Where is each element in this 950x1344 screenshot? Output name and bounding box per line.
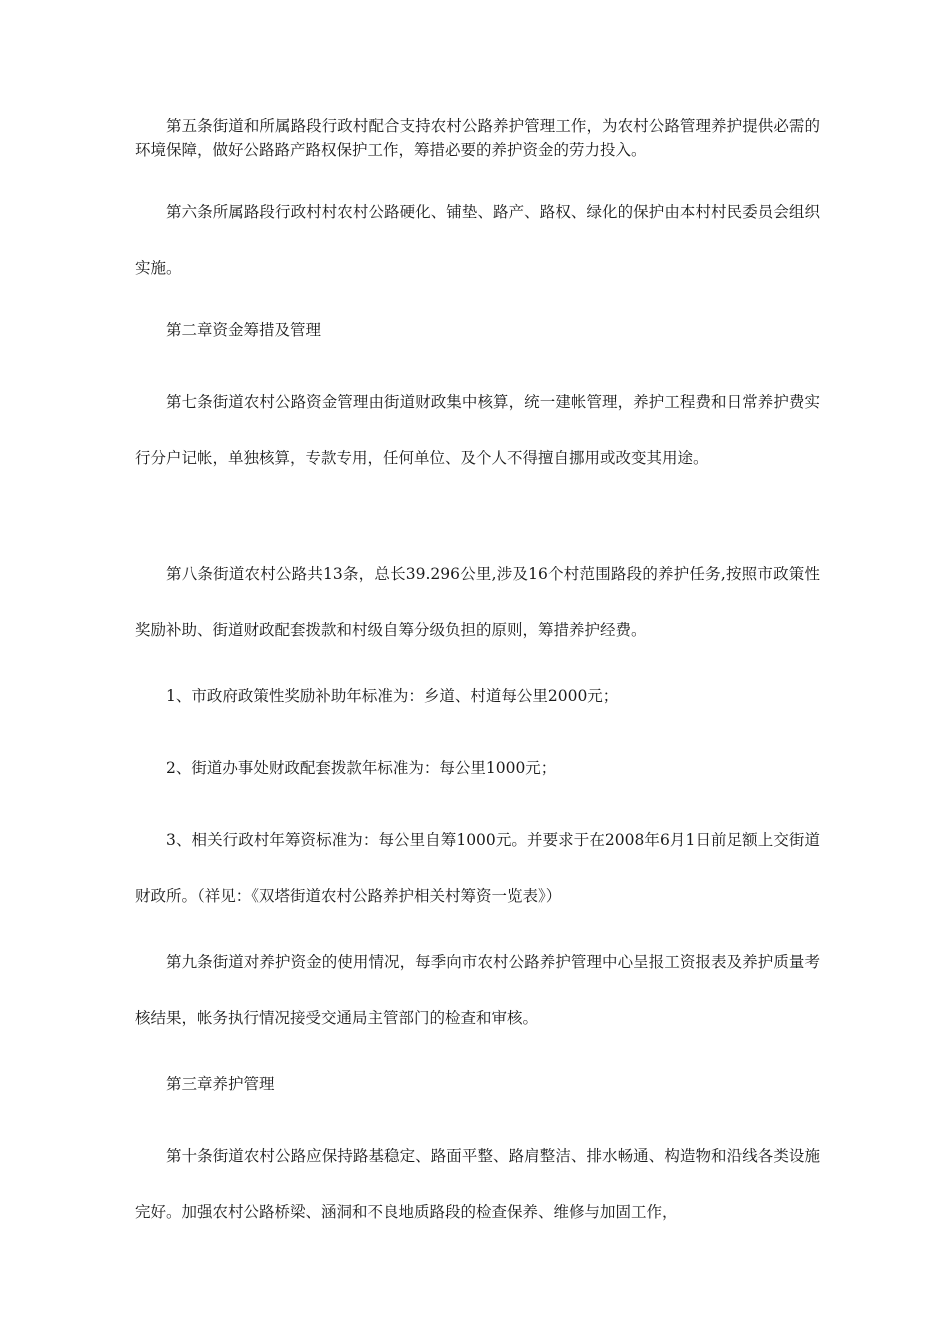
chapter-2-heading: 第二章资金筹措及管理 xyxy=(166,321,322,339)
paragraph-article-5: 第五条街道和所属路段行政村配合支持农村公路养护管理工作，为农村公路管理养护提供必需的环境保障，做好公路路产路权保护工作，筹措必要的养护资金的劳力投入。 xyxy=(135,117,820,159)
list-item-1: 1、市政府政策性奖励补助年标准为：乡道、村道每公里2000元； xyxy=(166,687,619,705)
paragraph-article-7: 第七条街道农村公路资金管理由街道财政集中核算，统一建帐管理，养护工程费和日常养护费实行分户记帐，单独核算，专款专用，任何单位、及个人不得擅自挪用或改变其用途。 xyxy=(135,393,820,467)
list-item-3: 3、相关行政村年筹资标准为：每公里自筹1000元。并要求于在2008年6月1日前足额上交街道财政所。（祥见：《双塔街道农村公路养护相关村筹资一览表》） xyxy=(135,831,820,905)
chapter-3-heading: 第三章养护管理 xyxy=(166,1075,275,1093)
paragraph-article-6: 第六条所属路段行政村村农村公路硬化、铺垫、路产、路权、绿化的保护由本村村民委员会组织实施。 xyxy=(135,203,820,277)
paragraph-article-9: 第九条街道对养护资金的使用情况，每季向市农村公路养护管理中心呈报工资报表及养护质量考核结果，帐务执行情况接受交通局主管部门的检查和审核。 xyxy=(135,953,820,1027)
list-item-2: 2、街道办事处财政配套拨款年标准为：每公里1000元； xyxy=(166,759,557,777)
paragraph-article-8: 第八条街道农村公路共13条，总长39.296公里,涉及16个村范围路段的养护任务,按照市政策性奖励补助、街道财政配套拨款和村级自筹分级负担的原则，筹措养护经费。 xyxy=(135,565,820,639)
paragraph-article-10: 第十条街道农村公路应保持路基稳定、路面平整、路肩整洁、排水畅通、构造物和沿线各类设施完好。加强农村公路桥梁、涵洞和不良地质路段的检查保养、维修与加固工作， xyxy=(135,1147,820,1221)
